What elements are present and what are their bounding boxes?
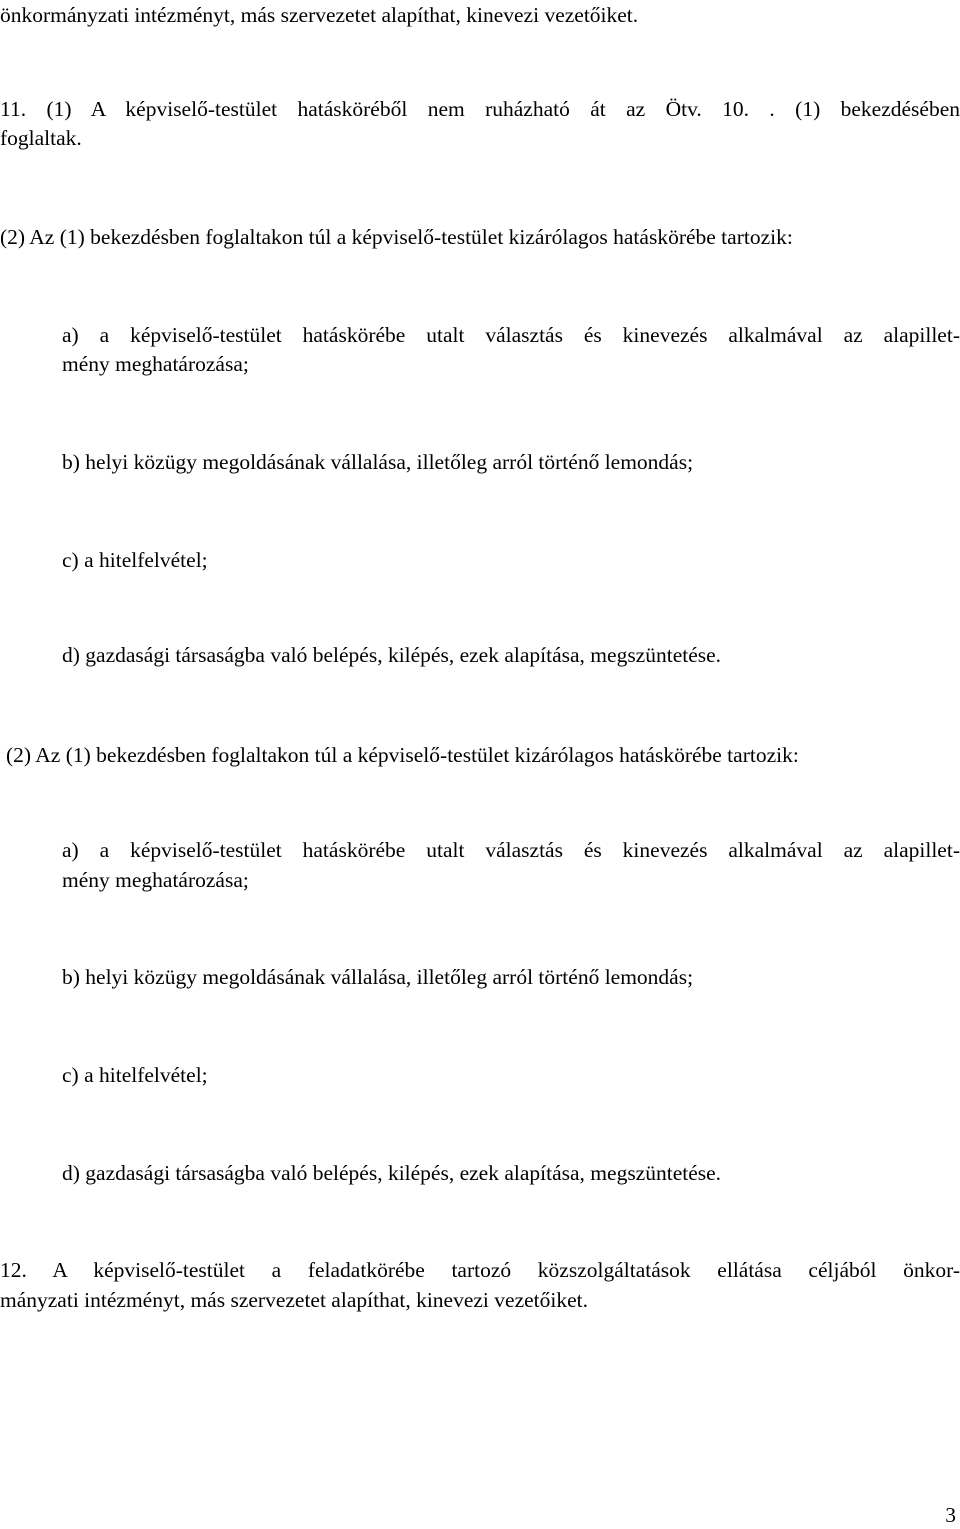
list-item-a: a) a képviselő-testület hatáskörébe utalt választás és kinevezés alkalmával az alapillet- <box>62 838 960 862</box>
list-item-b: b) helyi közügy megoldásának vállalása, illetőleg arról történő lemondás; <box>62 965 694 989</box>
list-item-a-continued: mény meghatározása; <box>62 868 249 892</box>
list-item-a-continued: mény meghatározása; <box>62 352 249 376</box>
paragraph-2-intro: (2) Az (1) bekezdésben foglaltakon túl a képviselő-testület kizárólagos hatáskörébe tartozik: <box>0 225 793 249</box>
section-11-heading: 11. (1) A képviselő-testület hatásköréből nem ruházható át az Ötv. 10. . (1) bekezdésében <box>0 97 960 121</box>
list-item-d: d) gazdasági társaságba való belépés, kilépés, ezek alapítása, megszüntetése. <box>62 643 722 667</box>
page-number: 3 <box>945 1503 956 1527</box>
section-12-heading: 12. A képviselő-testület a feladatkörébe tartozó közszolgáltatások ellátása céljából önkor- <box>0 1258 960 1282</box>
text-line: önkormányzati intézményt, más szervezetet alapíthat, kinevezi vezetőiket. <box>0 3 639 27</box>
text-line: foglaltak. <box>0 126 82 150</box>
list-item-d: d) gazdasági társaságba való belépés, kilépés, ezek alapítása, megszüntetése. <box>62 1161 722 1185</box>
text-line: mányzati intézményt, más szervezetet alapíthat, kinevezi vezetőiket. <box>0 1288 588 1312</box>
list-item-b: b) helyi közügy megoldásának vállalása, illetőleg arról történő lemondás; <box>62 450 694 474</box>
list-item-a: a) a képviselő-testület hatáskörébe utalt választás és kinevezés alkalmával az alapillet- <box>62 323 960 347</box>
paragraph-2-intro: (2) Az (1) bekezdésben foglaltakon túl a képviselő-testület kizárólagos hatáskörébe tartozik: <box>6 743 799 767</box>
list-item-c: c) a hitelfelvétel; <box>62 1063 208 1087</box>
list-item-c: c) a hitelfelvétel; <box>62 548 208 572</box>
